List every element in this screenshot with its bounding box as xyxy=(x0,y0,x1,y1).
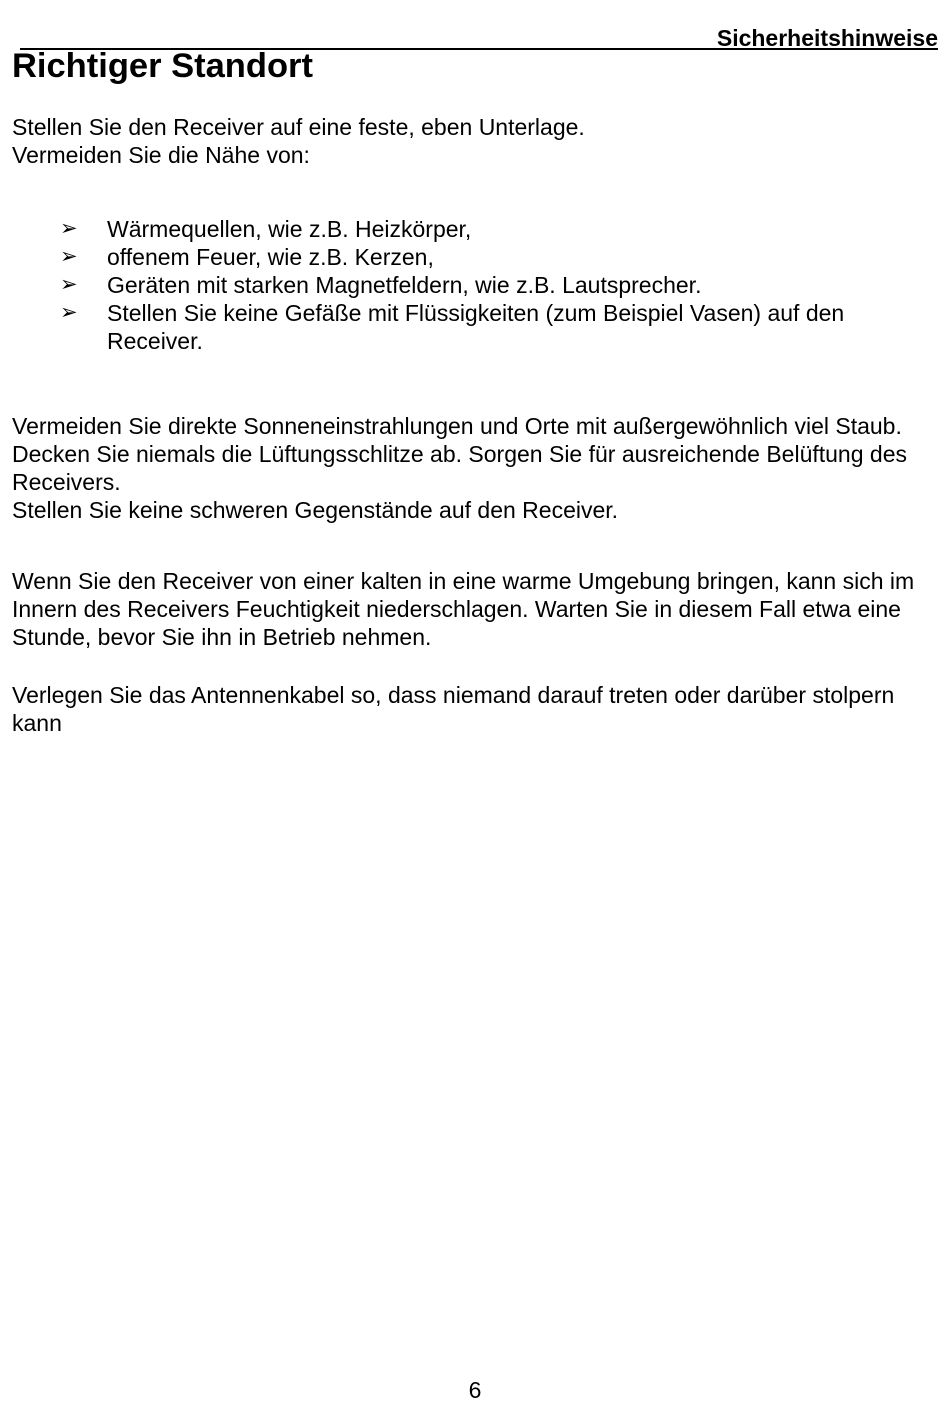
list-item xyxy=(12,243,942,271)
list-item-text: Stellen Sie keine Gefäße mit Flüssigkeiten (zum Beispiel Vasen) auf den Receiver. xyxy=(107,300,845,354)
page-number: 6 xyxy=(468,1377,482,1403)
intro-line: Vermeiden Sie die Nähe von: xyxy=(12,142,310,168)
arrowhead-bullet-icon: ➢ xyxy=(60,217,78,240)
paragraph-line: Stellen Sie keine schweren Gegenstände auf den Receiver. xyxy=(12,497,619,523)
page-content xyxy=(12,47,942,737)
list-item-text: Geräten mit starken Magnetfeldern, wie z.B. Lautsprecher. xyxy=(107,272,702,298)
antenna-cable-paragraph: Verlegen Sie das Antennenkabel so, dass niemand darauf treten oder darüber stolpern kann xyxy=(12,682,895,736)
header-title: Sicherheitshinweise xyxy=(716,25,938,51)
hazard-list xyxy=(12,215,942,355)
paragraph-line: Decken Sie niemals die Lüftungsschlitze ab. Sorgen Sie für ausreichende Belüftung des Receivers. xyxy=(12,441,907,495)
list-item-text: offenem Feuer, wie z.B. Kerzen, xyxy=(107,244,434,270)
intro-line: Stellen Sie den Receiver auf eine feste, eben Unterlage. xyxy=(12,114,585,140)
arrowhead-bullet-icon: ➢ xyxy=(60,245,78,268)
list-item xyxy=(12,271,942,299)
list-item xyxy=(12,299,942,355)
arrowhead-bullet-icon: ➢ xyxy=(60,273,78,296)
section-title: Richtiger Standort xyxy=(12,47,313,85)
condensation-paragraph: Wenn Sie den Receiver von einer kalten in eine warme Umgebung bringen, kann sich im Innern des Receivers Feuchtigkeit niederschlagen. Warten Sie in diesem Fall etwa eine Stunde, bevor Sie ihn in Betrieb nehmen. xyxy=(12,568,915,650)
intro-paragraph xyxy=(12,113,942,169)
list-item xyxy=(12,215,942,243)
paragraph-line: Vermeiden Sie direkte Sonneneinstrahlungen und Orte mit außergewöhnlich viel Staub. xyxy=(12,413,902,439)
list-item-text: Wärmequellen, wie z.B. Heizkörper, xyxy=(107,216,472,242)
sun-dust-paragraph xyxy=(12,412,942,524)
arrowhead-bullet-icon: ➢ xyxy=(60,301,78,324)
